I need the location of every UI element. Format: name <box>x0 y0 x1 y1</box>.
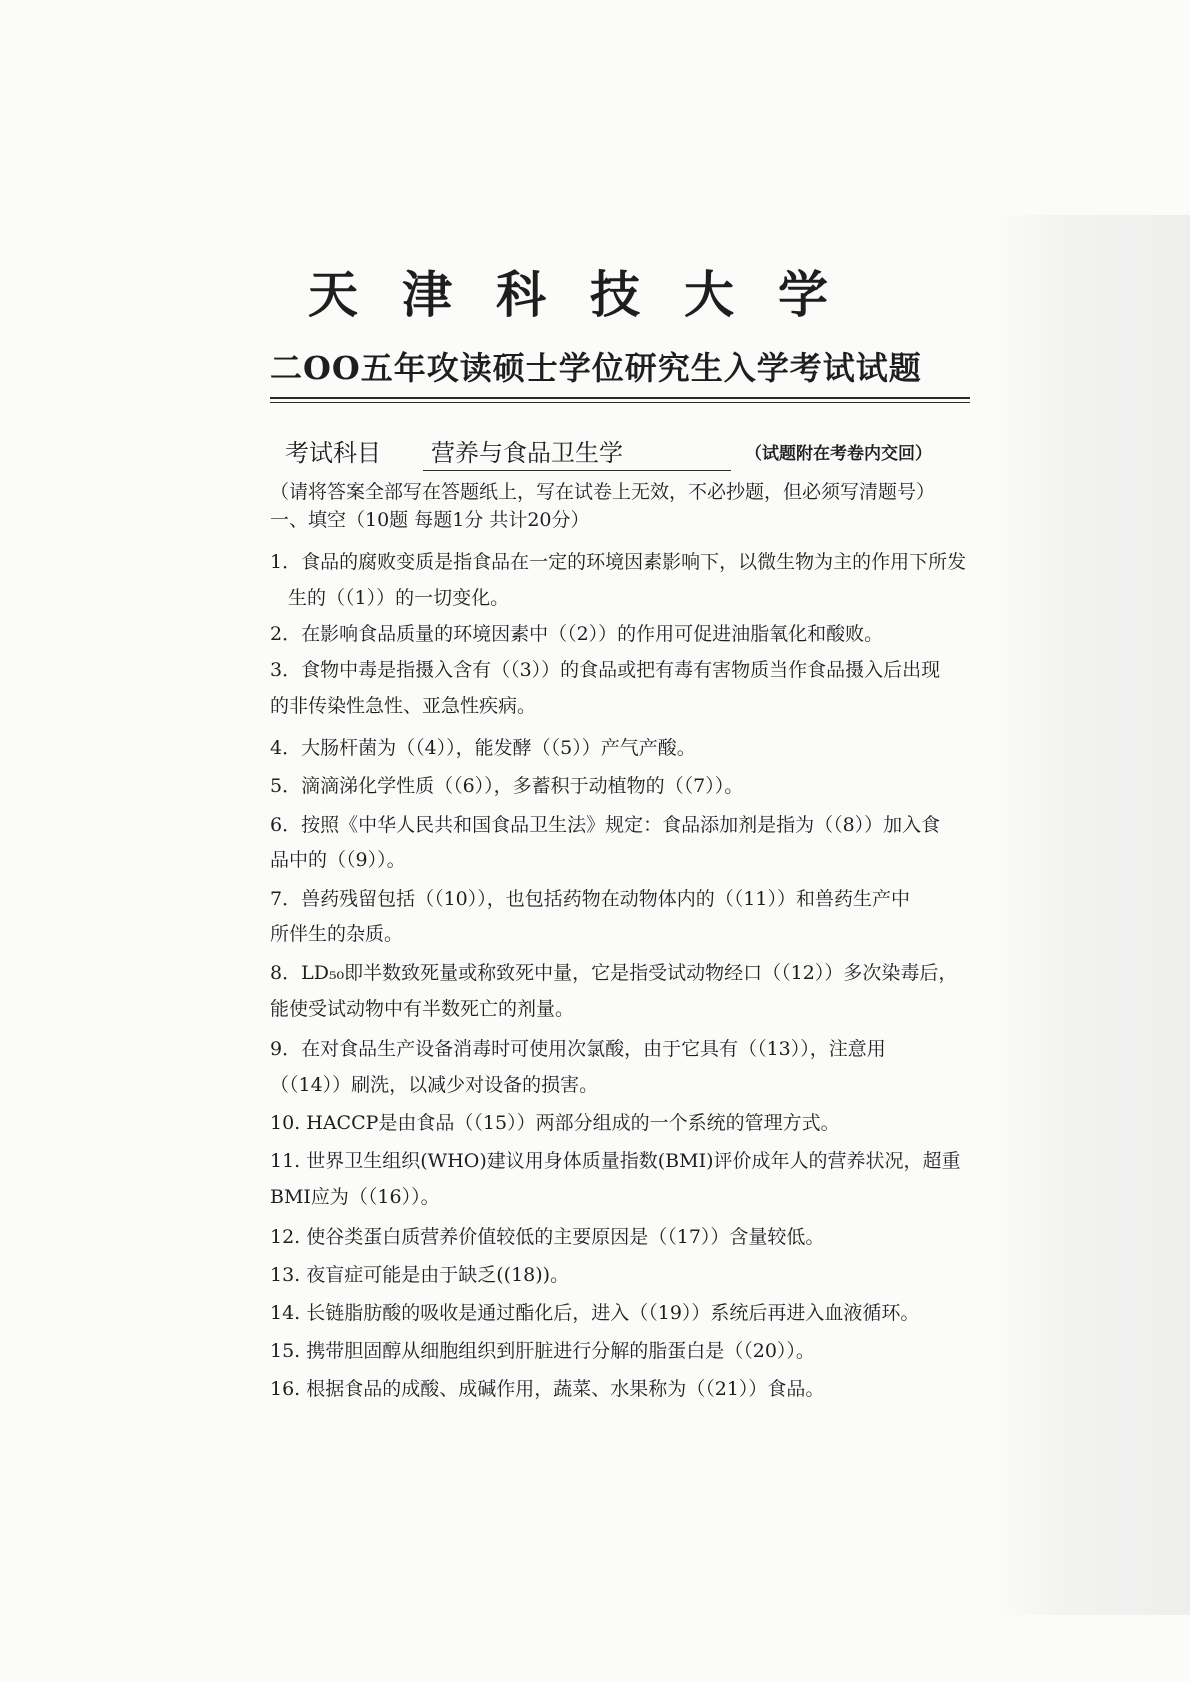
section-heading: 一、填空（10题 每题1分 共计20分） <box>270 509 590 531</box>
exam-title: 二OO五年攻读硕士学位研究生入学考试试题 <box>270 349 922 387</box>
question-line: 1．食品的腐败变质是指食品在一定的环境因素影响下，以微生物为主的作用下所发 <box>270 551 967 573</box>
title-rule-thin <box>270 402 970 403</box>
title-rule-thick <box>270 397 970 399</box>
question-line: 5．滴滴涕化学性质（（6）），多蓄积于动植物的（（7））。 <box>270 775 744 797</box>
question-line: 能使受试动物中有半数死亡的剂量。 <box>270 998 575 1020</box>
subject-label: 考试科目 <box>285 439 381 467</box>
question-line: 7．兽药残留包括（（10）），也包括药物在动物体内的（（11））和兽药生产中 <box>270 888 910 910</box>
subject-value: 营养与食品卫生学 <box>423 433 731 471</box>
answer-instruction: （请将答案全部写在答题纸上，写在试卷上无效，不必抄题，但必须写清题号） <box>270 481 936 503</box>
question-line: BMI应为（（16））。 <box>270 1186 440 1208</box>
question-line: 10. HACCP是由食品（（15））两部分组成的一个系统的管理方式。 <box>270 1112 840 1134</box>
question-line: 11. 世界卫生组织(WHO)建议用身体质量指数(BMI)评价成年人的营养状况，超重 <box>270 1150 961 1172</box>
question-line: 12. 使谷类蛋白质营养价值较低的主要原因是（（17））含量较低。 <box>270 1226 825 1248</box>
university-name: 天津科技大学 <box>308 265 872 324</box>
subject-note: （试题附在考卷内交回） <box>745 444 932 464</box>
question-line: 4．大肠杆菌为（（4）），能发酵（（5））产气产酸。 <box>270 737 696 759</box>
question-line: 3．食物中毒是指摄入含有（（3））的食品或把有毒有害物质当作食品摄入后出现 <box>270 659 941 681</box>
question-line: 2．在影响食品质量的环境因素中（（2））的作用可促进油脂氧化和酸败。 <box>270 623 884 645</box>
question-line: 品中的（（9））。 <box>270 849 406 871</box>
question-line: 8．LD₅₀即半数致死量或称致死中量，它是指受试动物经口（（12））多次染毒后， <box>270 962 958 984</box>
question-line: 13. 夜盲症可能是由于缺乏((18))。 <box>270 1264 570 1286</box>
subject-row <box>285 433 985 467</box>
scan-shadow <box>990 215 1190 1615</box>
question-line: 15. 携带胆固醇从细胞组织到肝脏进行分解的脂蛋白是（（20））。 <box>270 1340 815 1362</box>
question-line: 6．按照《中华人民共和国食品卫生法》规定：食品添加剂是指为（（8））加入食 <box>270 814 941 836</box>
question-line: 9．在对食品生产设备消毒时可使用次氯酸，由于它具有（（13）），注意用 <box>270 1038 886 1060</box>
question-line: 14. 长链脂肪酸的吸收是通过酯化后，进入（（19））系统后再进入血液循环。 <box>270 1302 920 1324</box>
question-line: 16. 根据食品的成酸、成碱作用，蔬菜、水果称为（（21））食品。 <box>270 1378 825 1400</box>
question-line: 所伴生的杂质。 <box>270 923 404 945</box>
question-line: 的非传染性急性、亚急性疾病。 <box>270 695 537 717</box>
question-line: （（14））刷洗，以减少对设备的损害。 <box>270 1074 599 1096</box>
question-line: 生的（（1））的一切变化。 <box>288 587 510 609</box>
